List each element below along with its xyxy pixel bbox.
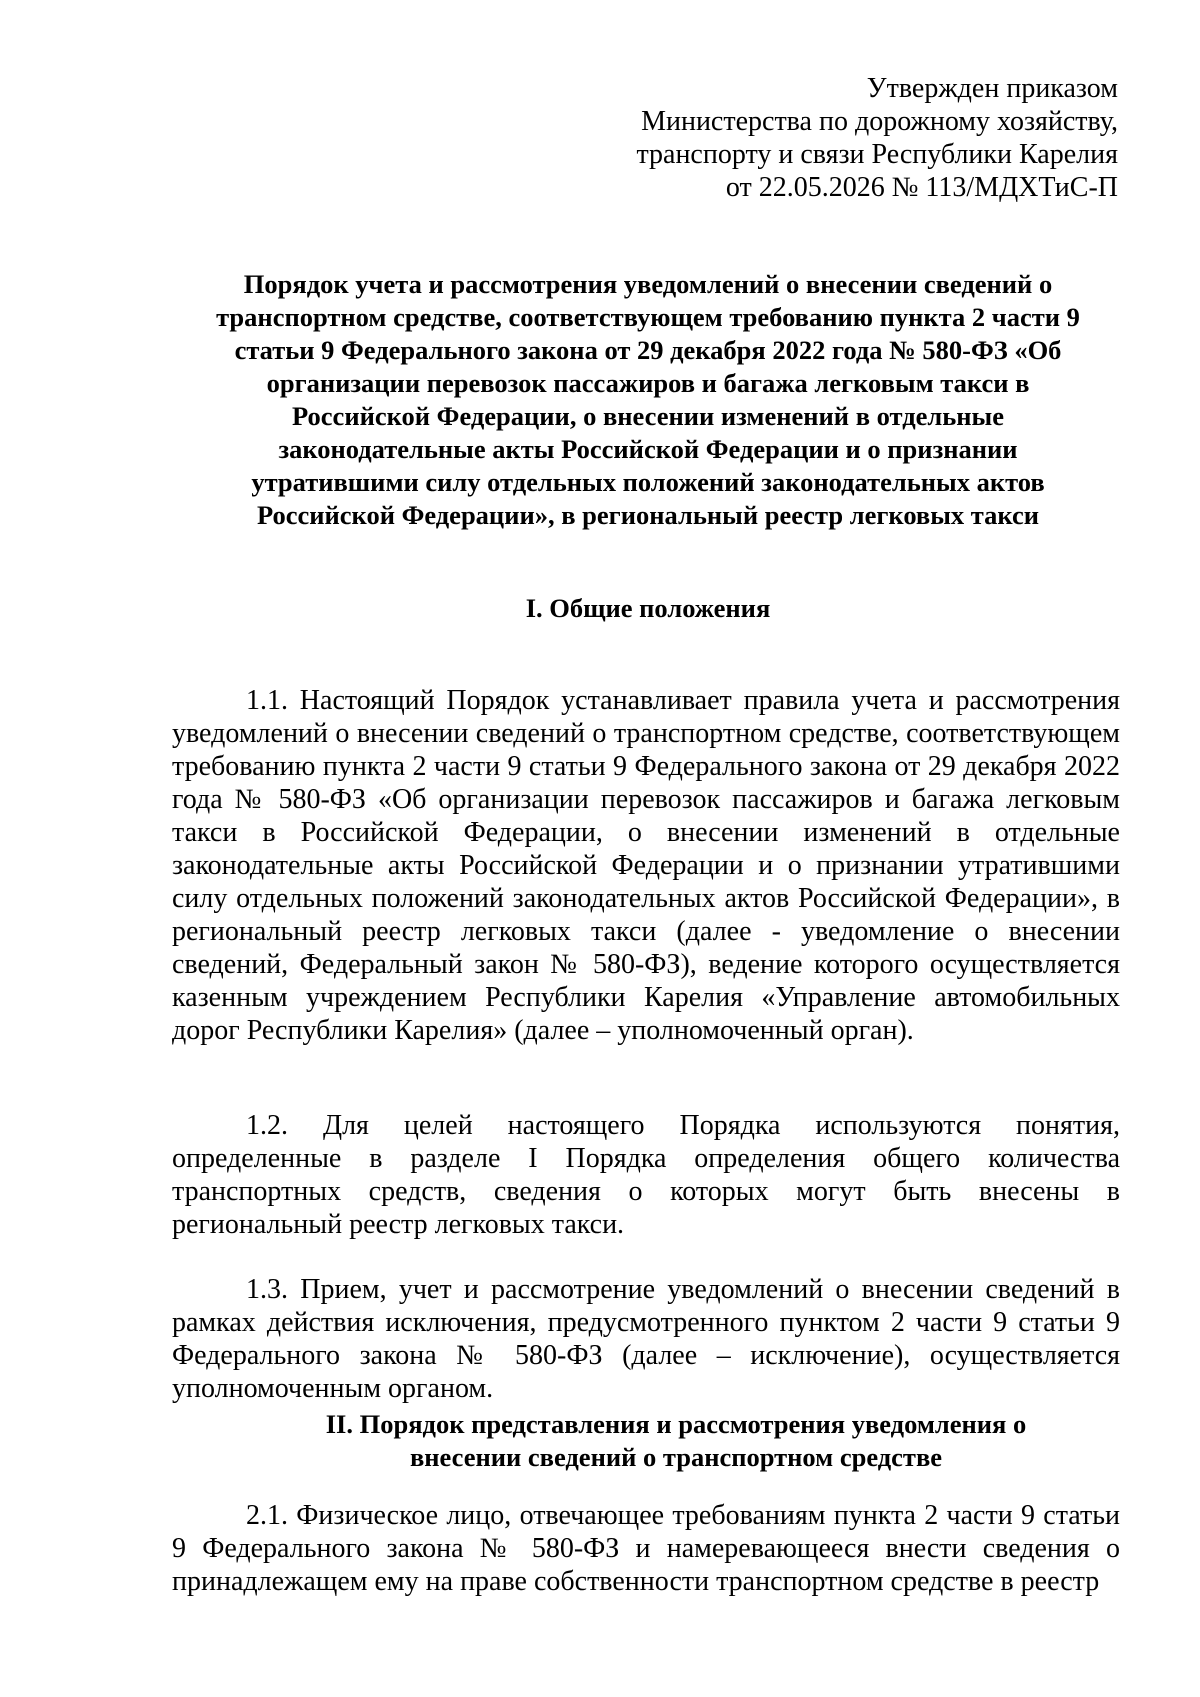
approval-stamp bbox=[558, 72, 1118, 204]
title-line: организации перевозок пассажиров и багажа легковым такси в bbox=[266, 368, 1030, 398]
title-line: Порядок учета и рассмотрения уведомлений о внесении сведений о bbox=[243, 269, 1053, 299]
approval-line: Утвержден приказом bbox=[866, 73, 1118, 104]
section-heading-text: II. Порядок представления и рассмотрения уведомления о bbox=[325, 1409, 1027, 1439]
paragraph-2-1: 2.1. Физическое лицо, отвечающее требованиям пункта 2 части 9 статьи 9 Федерального закона № 580-ФЗ и намеревающееся внести сведения о принадлежащем ему на праве собственности транспортном средстве в реестр bbox=[172, 1500, 1120, 1597]
approval-date-line: от 22.05.2026 № 113/МДХТиС-П bbox=[725, 172, 1118, 203]
paragraph-1-3: 1.3. Прием, учет и рассмотрение уведомлений о внесении сведений в рамках действия исключения, предусмотренного пунктом 2 части 9 статьи 9 Федерального закона № 580-ФЗ (далее – исключение), осуществляется уполномоченным органом. bbox=[172, 1274, 1120, 1404]
section-heading-procedure bbox=[172, 1408, 1124, 1474]
title-line: законодательные акты Российской Федерации и о признании bbox=[278, 434, 1018, 464]
title-line: Российской Федерации», в региональный реестр легковых такси bbox=[256, 500, 1040, 530]
paragraph-1-2: 1.2. Для целей настоящего Порядка используются понятия, определенные в разделе I Порядка определения общего количества транспортных средств, сведения о которых могут быть внесены в региональный реестр легковых такси. bbox=[172, 1110, 1120, 1240]
section-heading-text: внесении сведений о транспортном средстве bbox=[409, 1442, 943, 1472]
section-heading-text: I. Общие положения bbox=[525, 593, 771, 623]
approval-line: транспорту и связи Республики Карелия bbox=[636, 139, 1118, 170]
title-line: транспортном средстве, соответствующем требованию пункта 2 части 9 bbox=[216, 302, 1080, 332]
document-title bbox=[172, 268, 1124, 532]
paragraph-1-1: 1.1. Настоящий Порядок устанавливает правила учета и рассмотрения уведомлений о внесении сведений о транспортном средстве, соответствующем требованию пункта 2 части 9 статьи 9 Федерального закона от 29 декабря 2022 года № 580-ФЗ «Об организации перевозок пассажиров и багажа легковым такси в Российской Федерации, о внесении изменений в отдельные законодательные акты Российской Федерации и о признании утратившими силу отдельных положений законодательных актов Российской Федерации», в региональный реестр легковых такси (далее - уведомление о внесении сведений, Федеральный закон № 580-ФЗ), ведение которого осуществляется казенным учреждением Республики Карелия «Управление автомобильных дорог Республики Карелия» (далее – уполномоченный орган). bbox=[172, 685, 1120, 1046]
title-line: утратившими силу отдельных положений законодательных актов bbox=[251, 467, 1045, 497]
section-heading-general bbox=[172, 592, 1124, 625]
approval-line: Министерства по дорожному хозяйству, bbox=[641, 106, 1118, 137]
title-line: Российской Федерации, о внесении изменений в отдельные bbox=[292, 401, 1004, 431]
title-line: статьи 9 Федерального закона от 29 декабря 2022 года № 580-ФЗ «Об bbox=[234, 335, 1062, 365]
